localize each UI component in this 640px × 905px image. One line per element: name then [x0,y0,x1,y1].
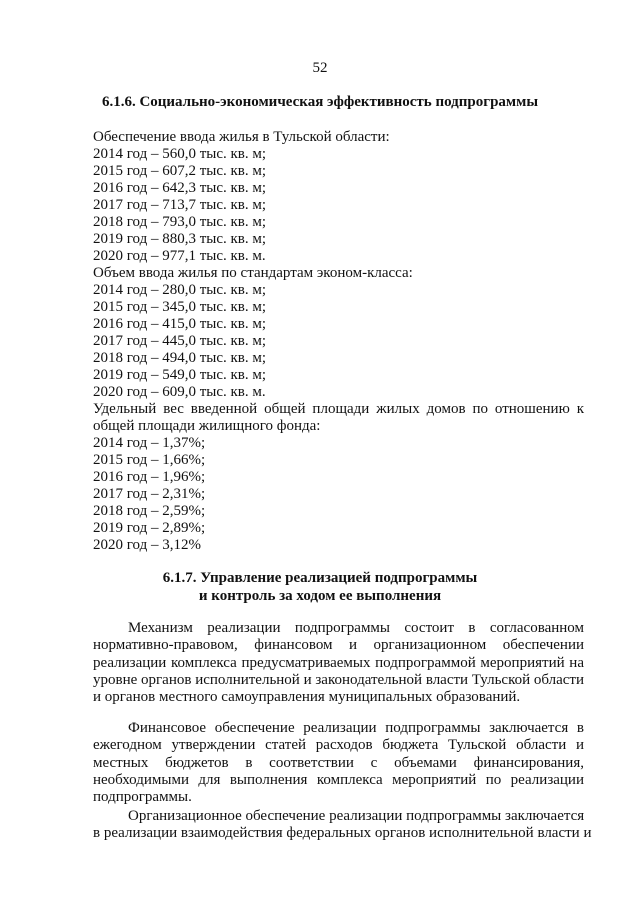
paragraph-line: необходимыми для выполнения комплекса мероприятий по реализации [93,771,584,788]
list-item: 2020 год – 977,1 тыс. кв. м. [93,248,266,264]
section-heading-line-1: 6.1.7. Управление реализацией подпрограммы [162,570,478,586]
list-item: 2016 год – 1,96%; [93,469,206,485]
paragraph-financing [93,720,584,806]
list-item: 2014 год – 280,0 тыс. кв. м; [93,282,267,298]
indicators-list [93,129,584,554]
paragraph-mechanism [93,620,584,706]
paragraph-line: местных бюджетов в соответствии с объемами финансирования, [93,754,584,771]
list-item: 2018 год – 2,59%; [93,503,206,519]
list-item: 2019 год – 2,89%; [93,520,206,536]
list-item: 2017 год – 713,7 тыс. кв. м; [93,197,267,213]
paragraph-line: нормативно-правовом, финансовом и организационном обеспечении [93,637,584,654]
paragraph-line: и органов местного самоуправления муниципальных образований. [93,689,521,706]
list-item: 2020 год – 3,12% [93,537,201,553]
paragraph-line: уровне органов исполнительной и законодательной власти Тульской области [93,671,585,688]
list-item: 2017 год – 445,0 тыс. кв. м; [93,333,267,349]
paragraph-line: Организационное обеспечение реализации подпрограммы заключается [128,808,585,824]
page-number: 52 [312,60,328,76]
economy-intro: Объем ввода жилья по стандартам эконом-класса: [93,265,413,281]
share-intro-line-2: общей площади жилищного фонда: [93,418,321,434]
list-item: 2016 год – 415,0 тыс. кв. м; [93,316,267,332]
list-item: 2018 год – 494,0 тыс. кв. м; [93,350,267,366]
list-item: 2019 год – 549,0 тыс. кв. м; [93,367,267,383]
list-item: 2014 год – 1,37%; [93,435,206,451]
list-item: 2015 год – 607,2 тыс. кв. м; [93,163,267,179]
share-intro-line-1: Удельный вес введенной общей площади жилых домов по отношению к [93,401,584,417]
paragraph-line: Механизм реализации подпрограммы состоит в согласованном [128,620,584,636]
paragraph-line: Финансовое обеспечение реализации подпрограммы заключается в [128,720,584,736]
paragraph-line: в реализации взаимодействия федеральных органов исполнительной власти и [93,825,592,842]
section-heading-line-2: и контроль за ходом ее выполнения [198,588,442,604]
list-item: 2020 год – 609,0 тыс. кв. м. [93,384,266,400]
paragraph-organization [93,808,592,843]
list-item: 2015 год – 1,66%; [93,452,206,468]
list-item: 2019 год – 880,3 тыс. кв. м; [93,231,267,247]
paragraph-line: ежегодном утверждении статей расходов бюджета Тульской области и [93,737,584,754]
paragraph-line: реализации комплекса предусматриваемых подпрограммой мероприятий на [93,654,584,671]
list-item: 2016 год – 642,3 тыс. кв. м; [93,180,267,196]
housing-intro: Обеспечение ввода жилья в Тульской области: [93,129,390,145]
list-item: 2018 год – 793,0 тыс. кв. м; [93,214,267,230]
section-heading-6-1-6: 6.1.6. Социально-экономическая эффективность подпрограммы [101,94,539,110]
paragraph-line: подпрограммы. [93,789,192,806]
section-heading-6-1-7 [60,569,580,605]
list-item: 2017 год – 2,31%; [93,486,206,502]
list-item: 2014 год – 560,0 тыс. кв. м; [93,146,267,162]
list-item: 2015 год – 345,0 тыс. кв. м; [93,299,267,315]
